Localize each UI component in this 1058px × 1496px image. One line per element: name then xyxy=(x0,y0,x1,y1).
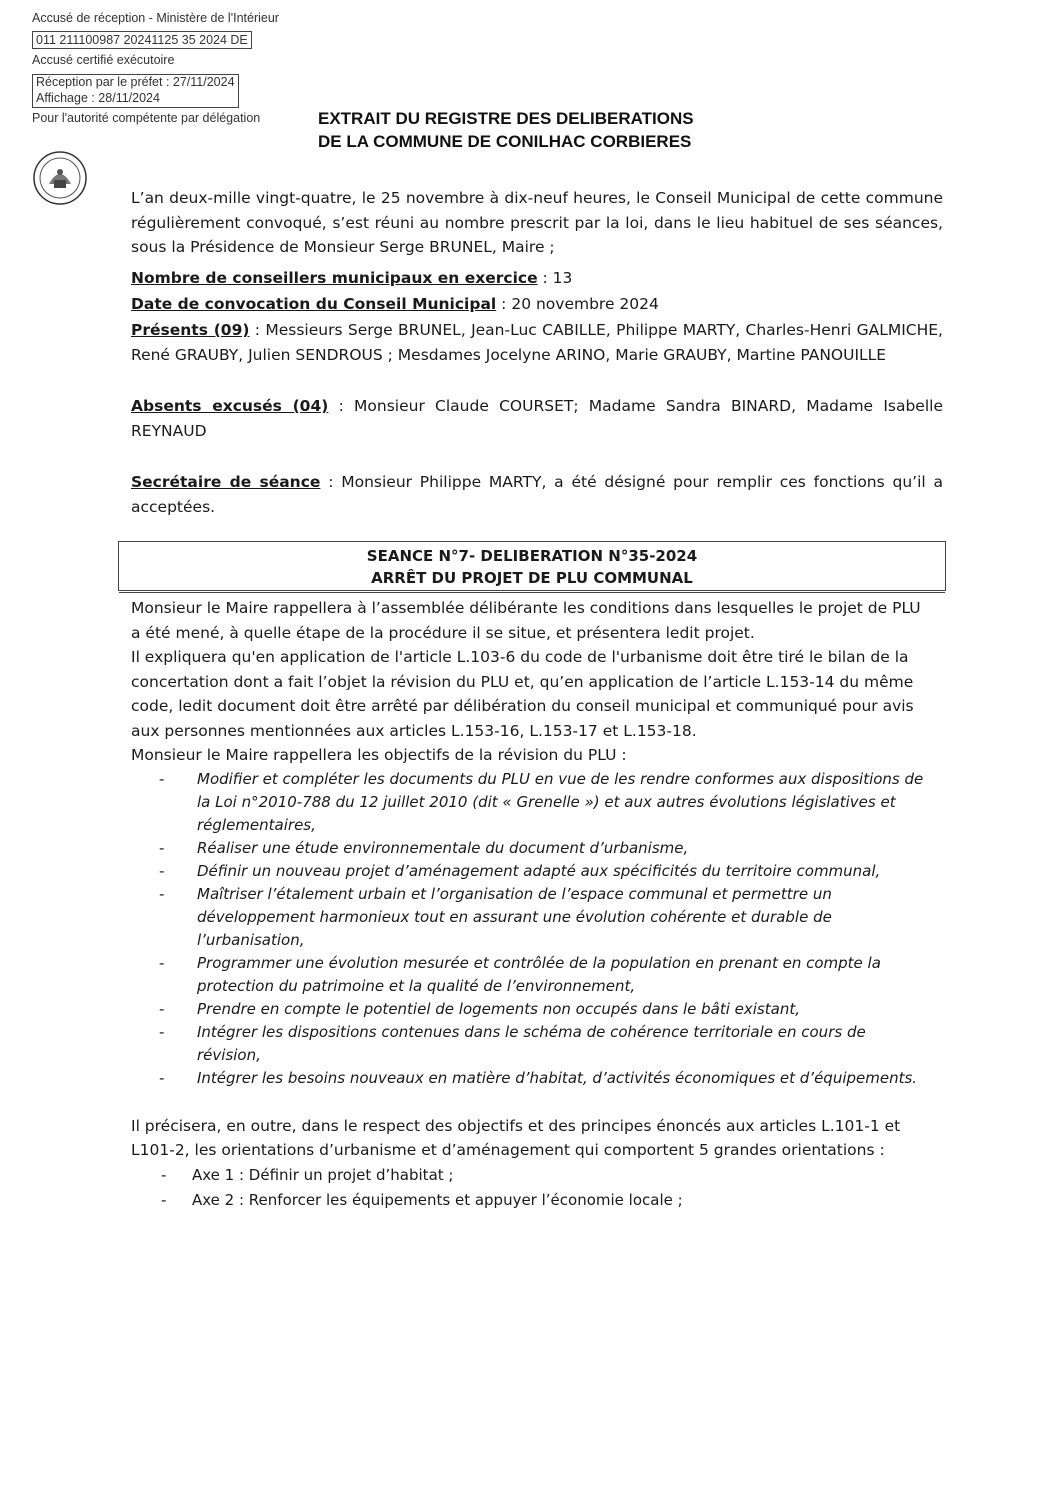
list-item: - Intégrer les dispositions contenues dans le schéma de cohérence territoriale en cours de révision, xyxy=(131,1021,931,1067)
present-members xyxy=(131,318,943,367)
council-count-value: : 13 xyxy=(537,269,573,287)
deliberation-body xyxy=(131,596,931,1213)
list-item: - Axe 1 : Définir un projet d’habitat ; xyxy=(131,1163,931,1188)
secretary-label: Secrétaire de séance xyxy=(131,473,321,491)
absent-label: Absents excusés (04) xyxy=(131,397,329,415)
deliberation-paragraph-2: Il expliquera qu'en application de l'article L.103-6 du code de l'urbanisme doit être tiré le bilan de la concertation dont a fait l’objet la révision du PLU et, qu’en application de l’article L.153-14 du même code, ledit document doit être arrêté par délibération du conseil municipal et communiqué pour avis aux personnes mentionnées aux articles L.153-16, L.153-17 et L.153-18. xyxy=(131,648,914,740)
list-item: - Modifier et compléter les documents du PLU en vue de les rendre conformes aux dispositions de la Loi n°2010-788 du 12 juillet 2010 (dit « Grenelle ») et aux autres évolutions législatives et réglementaires, xyxy=(131,768,931,837)
seance-subject: ARRÊT DU PROJET DE PLU COMMUNAL xyxy=(371,569,693,587)
stamp-certified: Accusé certifié exécutoire xyxy=(32,53,175,67)
present-value: : Messieurs Serge BRUNEL, Jean-Luc CABILLE, Philippe MARTY, Charles-Henri GALMICHE, René GRAUBY, Julien SENDROUS ; Mesdames Jocelyne ARINO, Marie GRAUBY, Martine PANOUILLE xyxy=(131,321,943,364)
deliberation-paragraph-4: Il précisera, en outre, dans le respect des objectifs et des principes énoncés aux articles L.101-1 et L101-2, les orientations d’urbanisme et d’aménagement qui comportent 5 grandes orientations : xyxy=(131,1116,901,1159)
convocation-date xyxy=(131,292,943,317)
list-item: - Maîtriser l’étalement urbain et l’organisation de l’espace communal et permettre un développement harmonieux tout en assurant une évolution cohérente et durable de l’urbanisation, xyxy=(131,883,931,952)
absent-members xyxy=(131,394,943,443)
objectives-list xyxy=(131,768,931,1090)
list-item: - Définir un nouveau projet d’aménagement adapté aux spécificités du territoire communal, xyxy=(131,860,931,883)
stamp-ministry: Accusé de réception - Ministère de l'Intérieur xyxy=(32,11,279,25)
list-item: - Réaliser une étude environnementale du document d’urbanisme, xyxy=(131,837,931,860)
seance-number: SEANCE N°7- DELIBERATION N°35-2024 xyxy=(366,547,698,565)
stamp-display-date: Affichage : 28/11/2024 xyxy=(36,91,160,105)
stamp-dates xyxy=(32,74,239,108)
intro-text: L’an deux-mille vingt-quatre, le 25 novembre à dix-neuf heures, le Conseil Municipal de cette commune régulièrement convoqué, s’est réuni au nombre prescrit par la loi, dans le lieu habituel de ses séances, sous la Présidence de Monsieur Serge BRUNEL, Maire ; xyxy=(131,189,943,256)
title-line-2: DE LA COMMUNE DE CONILHAC CORBIERES xyxy=(318,132,692,151)
council-count xyxy=(131,266,943,291)
commune-seal-icon xyxy=(32,150,88,206)
convocation-value: : 20 novembre 2024 xyxy=(496,295,659,313)
document-title xyxy=(318,107,694,153)
list-item: - Axe 2 : Renforcer les équipements et appuyer l’économie locale ; xyxy=(131,1188,931,1213)
stamp-authority: Pour l'autorité compétente par délégation xyxy=(32,111,261,125)
deliberation-paragraph-3: Monsieur le Maire rappellera les objectifs de la révision du PLU : xyxy=(131,746,627,764)
list-item: - Prendre en compte le potentiel de logements non occupés dans le bâti existant, xyxy=(131,998,931,1021)
absent-value: : Monsieur Claude COURSET; Madame Sandra BINARD, Madame Isabelle REYNAUD xyxy=(131,397,943,440)
seance-heading-box xyxy=(118,541,946,591)
session-secretary xyxy=(131,470,943,519)
reception-stamp xyxy=(32,8,279,129)
deliberation-paragraph-1: Monsieur le Maire rappellera à l’assemblée délibérante les conditions dans lesquelles le projet de PLU a été mené, à quelle étape de la procédure il se situe, et présentera ledit projet. xyxy=(131,599,921,642)
stamp-reception-date: Réception par le préfet : 27/11/2024 xyxy=(36,75,235,89)
present-label: Présents (09) xyxy=(131,321,250,339)
axes-list xyxy=(131,1163,931,1213)
convocation-label: Date de convocation du Conseil Municipal xyxy=(131,295,497,313)
council-count-label: Nombre de conseillers municipaux en exercice xyxy=(131,269,538,287)
list-item: - Programmer une évolution mesurée et contrôlée de la population en prenant en compte la protection du patrimoine et la qualité de l’environnement, xyxy=(131,952,931,998)
intro-paragraph xyxy=(131,186,943,260)
stamp-reference: 011 211100987 20241125 35 2024 DE xyxy=(32,31,252,49)
title-line-1: EXTRAIT DU REGISTRE DES DELIBERATIONS xyxy=(318,109,694,128)
list-item: - Intégrer les besoins nouveaux en matière d’habitat, d’activités économiques et d’équipements. xyxy=(131,1067,931,1090)
secretary-value: : Monsieur Philippe MARTY, a été désigné pour remplir ces fonctions qu’il a acceptées. xyxy=(131,473,943,516)
